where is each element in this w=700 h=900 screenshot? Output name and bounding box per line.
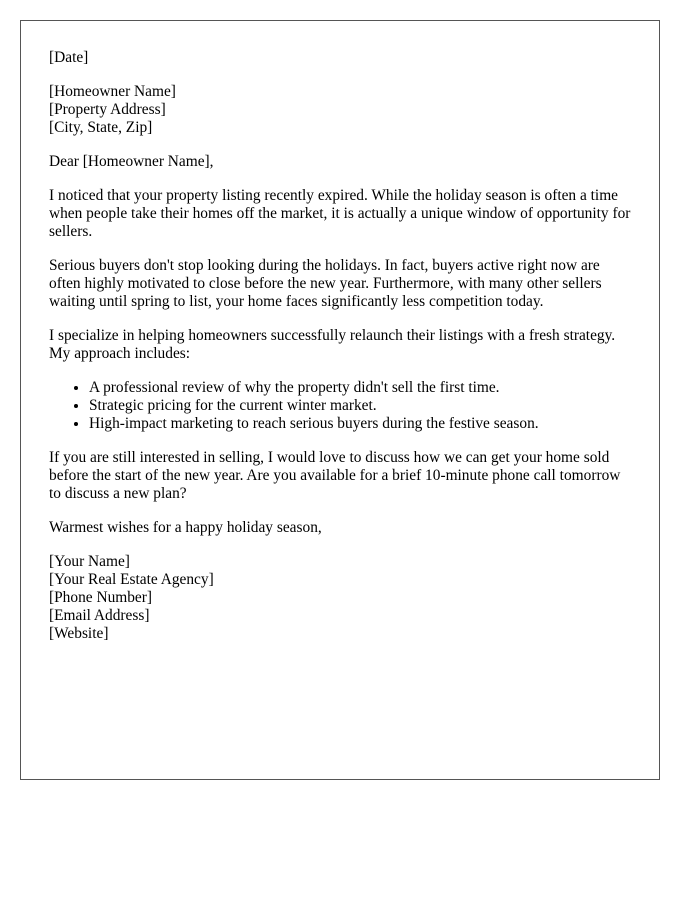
recipient-name: [Homeowner Name] xyxy=(49,83,176,100)
signature-email: [Email Address] xyxy=(49,607,150,624)
recipient-property-address: [Property Address] xyxy=(49,101,166,118)
letter-page xyxy=(20,20,660,780)
signature-website: [Website] xyxy=(49,625,109,642)
body-paragraph: I specialize in helping homeowners successfully relaunch their listings with a fresh strategy. My approach includes: xyxy=(49,327,616,362)
signature-agency: [Your Real Estate Agency] xyxy=(49,571,214,588)
list-item: • A professional review of why the property didn't sell the first time. xyxy=(89,379,631,397)
salutation: Dear [Homeowner Name], xyxy=(49,153,214,170)
list-item: • High-impact marketing to reach serious buyers during the festive season. xyxy=(89,415,631,433)
recipient-address-block xyxy=(49,83,631,137)
closing-line: Warmest wishes for a happy holiday season, xyxy=(49,519,322,536)
closing-paragraph: If you are still interested in selling, I would love to discuss how we can get your home sold before the start of the new year. Are you available for a brief 10-minute phone call tomorrow to discuss a new plan? xyxy=(49,449,621,502)
list-item: • Strategic pricing for the current winter market. xyxy=(89,397,631,415)
signature-block xyxy=(49,553,631,643)
recipient-city-state-zip: [City, State, Zip] xyxy=(49,119,153,136)
letter-date xyxy=(49,49,631,67)
date-text: [Date] xyxy=(49,49,89,66)
signature-name: [Your Name] xyxy=(49,553,130,570)
approach-list xyxy=(49,379,631,433)
body-paragraph: Serious buyers don't stop looking during the holidays. In fact, buyers active right now are often highly motivated to close before the new year. Furthermore, with many other sellers waiting until spring to list, your home faces significantly less competition today. xyxy=(49,257,602,310)
body-paragraph: I noticed that your property listing recently expired. While the holiday season is often a time when people take their homes off the market, it is actually a unique window of opportunity for sellers. xyxy=(49,187,631,240)
signature-phone: [Phone Number] xyxy=(49,589,153,606)
